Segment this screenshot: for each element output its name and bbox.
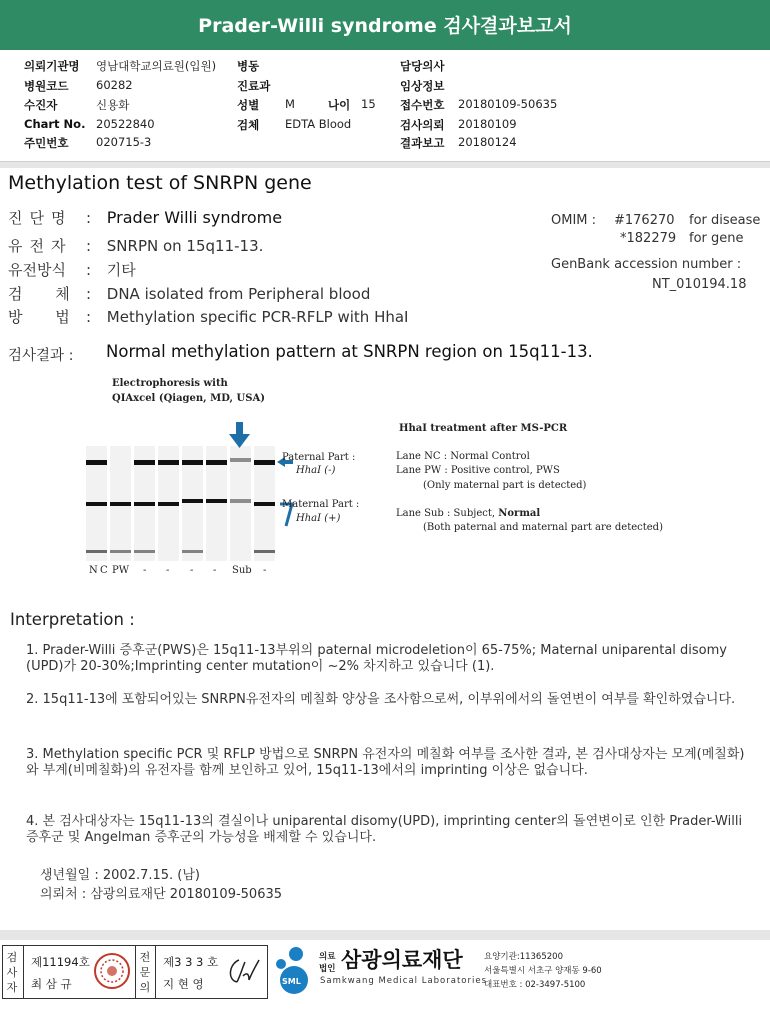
legend-pw-note: (Only maternal part is detected) [423, 480, 587, 491]
gel-band [230, 458, 251, 462]
gel-band [206, 499, 227, 503]
gel-band [182, 499, 203, 503]
legend-sub: Lane Sub : Subject, Normal [396, 508, 541, 519]
legend-sub-note: (Both paternal and maternal part are detected) [423, 522, 663, 533]
down-arrow-icon [229, 422, 250, 448]
seal-stamp-icon [93, 952, 131, 990]
org-name: 삼광의료재단 [341, 948, 463, 972]
header-field-value: 15 [361, 97, 376, 111]
header-field-value: 신용화 [96, 98, 130, 112]
header-field-label: 병동 [237, 59, 260, 73]
lane-label: C [100, 565, 108, 576]
gel-band [86, 460, 107, 465]
sml-logo-icon [272, 946, 318, 996]
gene-row [8, 235, 263, 256]
lane-label: - [263, 565, 267, 576]
org-address: 서울특별시 서초구 양재동 9-60 [484, 966, 602, 976]
paternal-label: Paternal Part : [282, 452, 356, 463]
gene-label: 유전자 [8, 237, 73, 255]
legend-nc: Lane NC : Normal Control [396, 451, 530, 462]
method-value: Methylation specific PCR-RFLP with HhaI [106, 308, 409, 326]
gel-lane [230, 446, 251, 561]
role-examiner: 검 사 자 [6, 951, 18, 994]
gel-band [206, 460, 227, 465]
lane-label: - [143, 565, 147, 576]
patient-info-header [0, 50, 770, 162]
omim-disease: #176270 [614, 213, 675, 228]
header-field-label: 임상정보 [400, 79, 445, 93]
gel-band [134, 460, 155, 465]
header-field-value: M [285, 97, 295, 111]
legend-title: HhaI treatment after MS-PCR [399, 423, 568, 434]
lane-label: PW [112, 565, 130, 576]
org-english: Samkwang Medical Laboratories [320, 976, 488, 986]
examiner-name: 최 삼 규 [31, 977, 72, 991]
header-field-label: 나이 [328, 98, 351, 112]
lane-label: - [213, 565, 217, 576]
interpretation-paragraph-4: 4. 본 검사대상자는 15q11-13의 결실이나 uniparental disomy(UPD), imprinting center의 돌연변이로 인한 Prader-Willi증후군 및 Angelman 증후군의 가능성을 배제할 수 있습니다. [26, 814, 743, 845]
inheritance-label: 유전방식 [8, 261, 66, 279]
specimen-label: 검 체 [8, 285, 84, 303]
header-field-label: 성별 [237, 98, 260, 112]
omim-gene: *182279 [620, 231, 677, 246]
gel-band [158, 460, 179, 465]
header-field-label: 접수번호 [400, 98, 445, 112]
gel-band [158, 502, 179, 506]
lane-label: - [190, 565, 194, 576]
gene-value: SNRPN on 15q11-13. [106, 237, 264, 255]
lane-label: N [89, 565, 98, 576]
inheritance-row [8, 259, 136, 280]
colon: : [86, 285, 92, 303]
specialist-license: 제3 3 3 호 [163, 955, 219, 969]
interpretation-paragraph-2: 2. 15q11-13에 포함되어있는 SNRPN유전자의 메칠화 양상을 조사함으로써, 이부위에서의 돌연변이 여부를 확인하였습니다. [26, 692, 736, 707]
result-value: Normal methylation pattern at SNRPN region on 15q11-13. [106, 342, 593, 361]
org-prefix-bottom: 법인 [319, 964, 336, 974]
gel-band [254, 502, 275, 506]
header-field-value: 영남대학교의료원(입원) [96, 59, 217, 73]
legend-pw: Lane PW : Positive control, PWS [396, 465, 560, 476]
header-field-value: 20180124 [458, 135, 517, 149]
report-title-banner: Prader-Willi syndrome 검사결과보고서 [0, 0, 770, 50]
omim-disease-note: for disease [689, 213, 761, 228]
colon: : [86, 261, 92, 279]
header-field-value: 20522840 [96, 117, 155, 131]
colon: : [86, 209, 92, 227]
birth-date: 생년월일 : 2002.7.15. (남) [40, 868, 201, 883]
divider [0, 162, 770, 168]
inheritance-value: 기타 [106, 261, 136, 279]
test-title: Methylation test of SNRPN gene [8, 172, 312, 194]
gel-band [182, 550, 203, 553]
org-code: 요양기관:11365200 [484, 952, 563, 962]
header-field-label: 주민번호 [24, 136, 69, 150]
figure-title-line1: Electrophoresis with [112, 378, 228, 389]
gel-band [110, 502, 131, 506]
gel-band [134, 502, 155, 506]
header-field-value: 20180109 [458, 117, 517, 131]
gel-band [182, 460, 203, 465]
gel-band [230, 499, 251, 503]
omim-label: OMIM : [551, 213, 597, 228]
method-label: 방 법 [8, 308, 84, 326]
org-phone: 대표번호 : 02-3497-5100 [484, 980, 586, 990]
result-label: 검사결과 : [8, 348, 74, 364]
diagnosis-value: Prader Willi syndrome [106, 208, 283, 227]
org-prefix: 의료 [319, 952, 336, 962]
maternal-label: Maternal Part : [282, 499, 360, 510]
signature-box [2, 945, 268, 999]
colon: : [86, 308, 92, 326]
header-field-label: 결과보고 [400, 136, 445, 150]
examiner-license: 제11194호 [31, 955, 90, 969]
gel-band [86, 502, 107, 506]
interpretation-paragraph-1: 1. Prader-Willi 증후군(PWS)은 15q11-13부위의 paternal microdeletion이 65-75%; Maternal uniparental disomy (UPD)가 20-30%;Imprinting center mutation이 ~2% 차지하고 있습니다 (1). [26, 643, 727, 674]
role-specialist: 전 문 의 [139, 951, 151, 994]
header-field-label: 검체 [237, 118, 260, 132]
interpretation-paragraph-3: 3. Methylation specific PCR 및 RFLP 방법으로 SNRPN 유전자의 메칠화 여부를 조사한 결과, 본 검사대상자는 모계(메칠화)와 부계(비메칠화)의 유전자를 함께 보인하고 있어, 15q11-13에서의 imprinting 이상은 없습니다. [26, 747, 745, 778]
lane-label: Sub [232, 565, 252, 576]
genbank-value: NT_010194.18 [652, 277, 747, 292]
gel-band [254, 460, 275, 465]
header-field-label: 담당의사 [400, 59, 445, 73]
signature-icon [223, 954, 263, 990]
header-field-value: 60282 [96, 78, 133, 92]
specimen-value: DNA isolated from Peripheral blood [106, 285, 371, 303]
header-field-label: 검사의뢰 [400, 118, 445, 132]
header-field-label: 진료과 [237, 79, 271, 93]
header-field-value: 020715-3 [96, 135, 152, 149]
gel-band [110, 550, 131, 553]
specialist-name: 지 현 영 [163, 977, 204, 991]
logo-badge: SML [282, 977, 301, 986]
header-field-label: 수진자 [24, 98, 58, 112]
header-field-label: 의뢰기관명 [24, 59, 80, 73]
header-field-value: 20180109-50635 [458, 97, 558, 111]
header-field-label: 병원코드 [24, 79, 69, 93]
gel-band [86, 550, 107, 553]
gel-band [134, 550, 155, 553]
omim-gene-note: for gene [689, 231, 744, 246]
diagnosis-row [8, 207, 282, 228]
specimen-row [8, 283, 370, 304]
genbank-label: GenBank accession number : [551, 257, 742, 272]
header-field-label: Chart No. [24, 117, 86, 131]
header-field-value: EDTA Blood [285, 117, 352, 131]
diagnosis-label: 진단명 [8, 209, 73, 227]
divider [0, 930, 770, 940]
maternal-treatment: HhaI (+) [296, 513, 341, 524]
lane-label: - [166, 565, 170, 576]
paternal-treatment: HhaI (-) [296, 465, 336, 476]
interpretation-title: Interpretation : [10, 610, 135, 629]
gel-band [254, 550, 275, 553]
colon: : [86, 237, 92, 255]
referral: 의뢰처 : 삼광의료재단 20180109-50635 [40, 887, 283, 902]
figure-title-line2: QIAxcel (Qiagen, MD, USA) [112, 393, 265, 404]
method-row [8, 306, 408, 327]
